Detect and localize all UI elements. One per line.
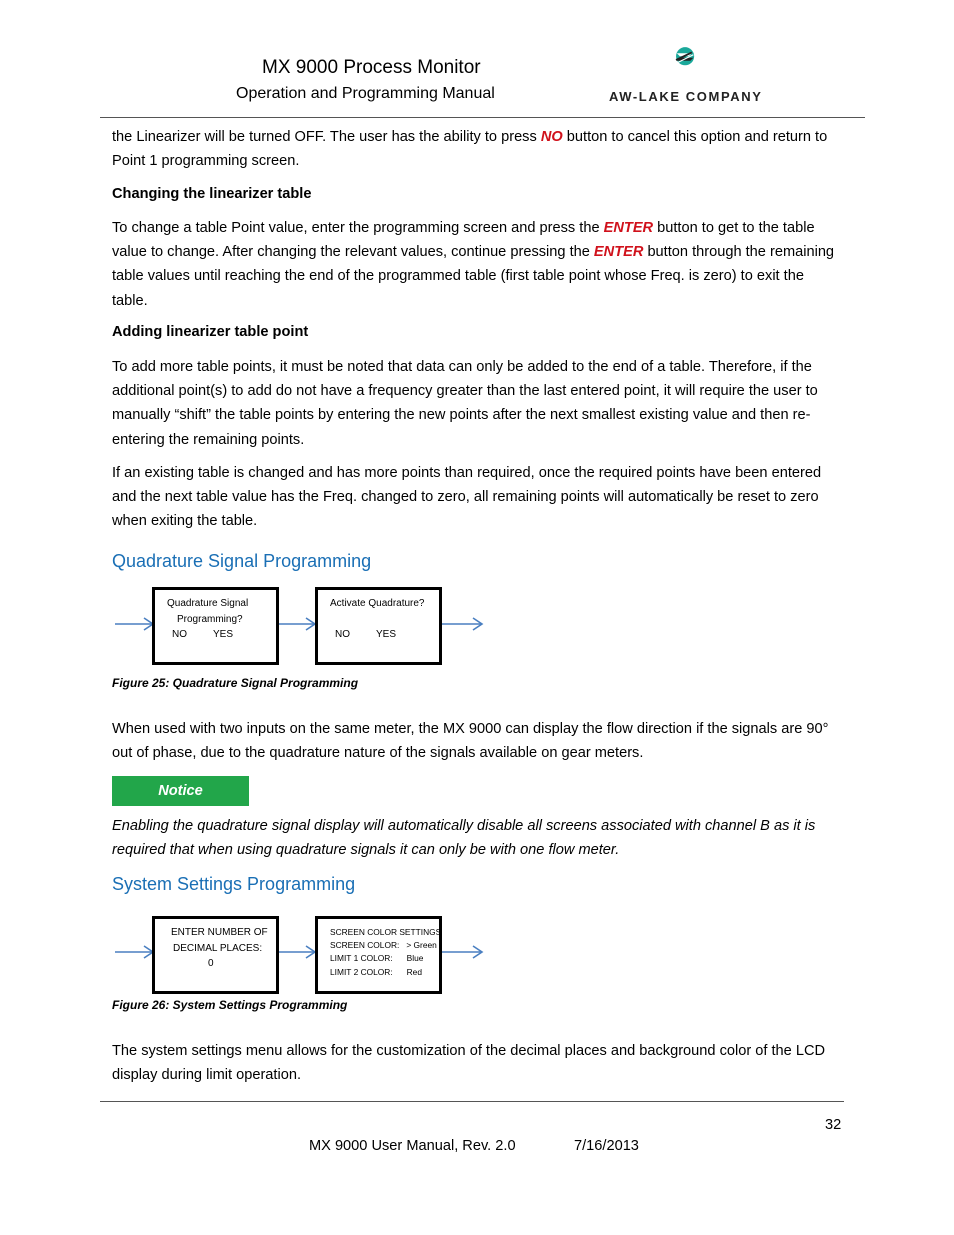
section-heading-system-settings: System Settings Programming xyxy=(112,874,356,894)
lcd-value: 0 xyxy=(208,958,214,969)
lcd-line: LIMIT 1 COLOR: Blue xyxy=(330,953,424,963)
notice-badge: Notice xyxy=(112,776,249,806)
lcd-line: SCREEN COLOR: > Green xyxy=(330,940,437,950)
arrow-icon xyxy=(279,617,317,631)
footer-manual: MX 9000 User Manual, Rev. 2.0 xyxy=(309,1138,516,1154)
header-rule xyxy=(100,117,865,118)
lcd-line: LIMIT 2 COLOR: Red xyxy=(330,967,422,977)
paragraph-quadrature-info: When used with two inputs on the same meter, the MX 9000 can display the flow direction if the signals are 90° out of phase, due to the quadrature nature of the signals available on gear meters. xyxy=(112,721,829,762)
arrow-icon xyxy=(279,945,317,959)
lcd-line: SCREEN COLOR SETTINGS xyxy=(330,927,442,937)
paragraph-change-table xyxy=(112,216,842,313)
footer-rule xyxy=(100,1101,844,1102)
footer-date: 7/16/2013 xyxy=(574,1138,639,1154)
header-subtitle: Operation and Programming Manual xyxy=(236,85,495,102)
enter-keyword: ENTER xyxy=(593,244,644,261)
paragraph-system-settings: The system settings menu allows for the customization of the decimal places and background color of the LCD display during limit operation. xyxy=(112,1043,826,1084)
text-span: button to cancel this option and return to Point 1 programming screen. xyxy=(112,129,828,170)
arrow-icon xyxy=(442,945,484,959)
text-span: the Linearizer will be turned OFF. The user has the ability to press xyxy=(112,129,541,145)
lcd-option-yes: YES xyxy=(213,629,234,640)
lcd-screen-color-settings xyxy=(315,916,442,994)
text-span: button through the remaining table values until reaching the end of the programmed table (first table point whose Freq. is zero) to exit the table. xyxy=(112,244,835,309)
notice-text: Enabling the quadrature signal display will automatically disable all screens associated with channel B as it is required that when using quadrature signals it can only be with one flow meter. xyxy=(112,818,816,859)
lcd-screen-quadrature-programming xyxy=(152,587,279,665)
no-keyword: NO xyxy=(540,129,563,145)
arrow-icon xyxy=(115,617,155,631)
header-title: MX 9000 Process Monitor xyxy=(262,57,481,78)
company-name: AW-LAKE COMPANY xyxy=(609,89,763,104)
lcd-option-yes: YES xyxy=(376,629,397,640)
paragraph-existing-table: If an existing table is changed and has more points than required, once the required points have been entered and the next table value has the Freq. changed to zero, all remaining points will automatically be reset to zero when exiting the table. xyxy=(112,465,822,530)
text-span: To change a table Point value, enter the programming screen and press the xyxy=(112,220,604,236)
lcd-line: Programming? xyxy=(177,614,243,625)
lcd-option-no: NO xyxy=(335,629,350,640)
lcd-line: ENTER NUMBER OF xyxy=(171,927,268,938)
text-span: button to get to the table value to change. After changing the relevant values, continue pressing the xyxy=(112,220,815,261)
paragraph-linearizer-off xyxy=(112,125,842,173)
lcd-line: DECIMAL PLACES: xyxy=(173,943,263,954)
heading-adding-point: Adding linearizer table point xyxy=(112,324,309,340)
page-number: 32 xyxy=(825,1117,842,1133)
arrow-icon xyxy=(442,617,484,631)
section-heading-quadrature: Quadrature Signal Programming xyxy=(112,551,372,571)
figure-caption-26: Figure 26: System Settings Programming xyxy=(112,998,348,1012)
lcd-screen-decimal-places xyxy=(152,916,279,994)
lcd-screen-activate-quadrature xyxy=(315,587,442,665)
figure-caption-25: Figure 25: Quadrature Signal Programming xyxy=(112,676,359,690)
lcd-option-no: NO xyxy=(172,629,187,640)
lcd-line: Quadrature Signal xyxy=(167,598,249,609)
heading-changing-table: Changing the linearizer table xyxy=(112,186,312,202)
aw-lake-logo-icon xyxy=(670,34,750,86)
lcd-line: Activate Quadrature? xyxy=(330,598,425,609)
enter-keyword: ENTER xyxy=(603,220,654,236)
arrow-icon xyxy=(115,945,155,959)
paragraph-add-points: To add more table points, it must be noted that data can only be added to the end of a table. Therefore, if the additional point(s) to add do not have a frequency greater than the last entered point, it will require the user to manually “shift” the table points by entering the new points after the next smallest existing value and then re-entering the remaining points. xyxy=(112,359,818,448)
